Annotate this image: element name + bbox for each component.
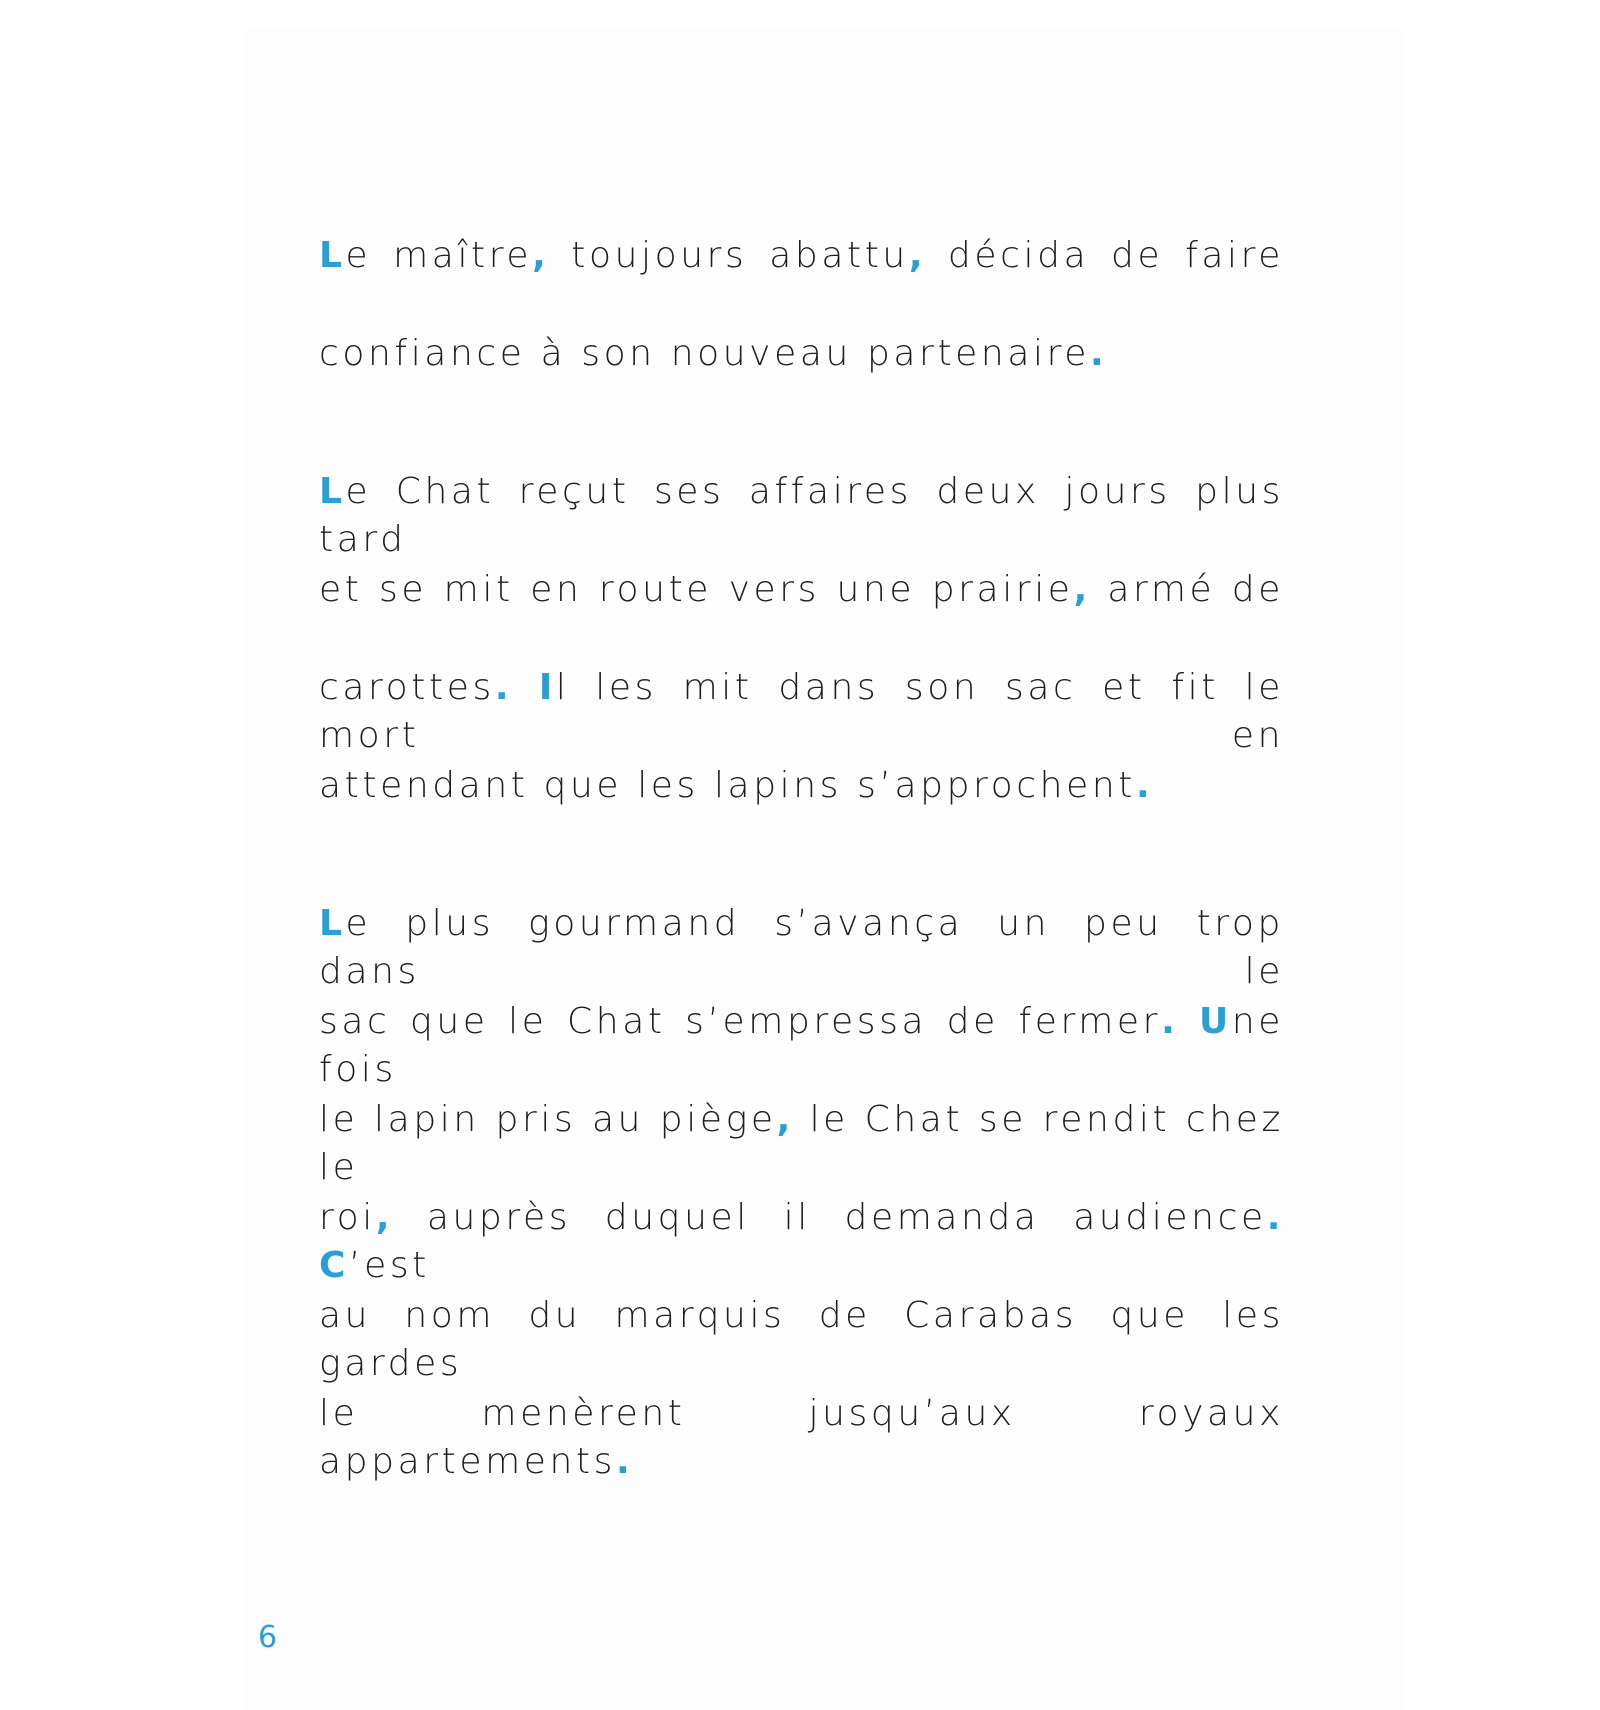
text-segment: toujours abattu xyxy=(549,235,909,276)
accent-letter: L xyxy=(319,903,346,944)
text-line xyxy=(319,1292,1284,1390)
accent-letter: , xyxy=(1073,569,1091,610)
accent-letter: . I xyxy=(494,667,556,708)
text-line xyxy=(319,566,1284,664)
text-line xyxy=(319,1096,1284,1194)
text-line xyxy=(319,664,1284,762)
text-segment: et se mit en route vers une prairie xyxy=(319,569,1074,610)
text-segment: e plus gourmand s’avança un peu trop dans le xyxy=(319,903,1284,992)
text-segment: au nom du marquis de Carabas que les gardes xyxy=(319,1295,1284,1384)
text-segment: le Chat se rendit chez le xyxy=(319,1099,1284,1188)
accent-letter: , xyxy=(776,1099,794,1140)
text-segment: roi xyxy=(319,1197,376,1238)
text-line xyxy=(319,1194,1284,1292)
text-segment: attendant que les lapins s’approchent xyxy=(319,765,1136,806)
text-segment: ne fois xyxy=(319,1001,1284,1090)
text-segment: ’est xyxy=(349,1245,430,1286)
text-segment: le lapin pris au piège xyxy=(319,1099,777,1140)
text-segment: armé de xyxy=(1090,569,1284,610)
paragraph xyxy=(319,900,1284,1488)
text-segment: le menèrent jusqu’aux royaux appartements xyxy=(319,1393,1284,1482)
text-line xyxy=(319,998,1284,1096)
text-line xyxy=(319,762,1284,860)
text-line xyxy=(319,900,1284,998)
accent-letter: . xyxy=(1089,333,1108,374)
accent-letter: . C xyxy=(319,1197,1284,1286)
text-segment: l les mit dans son sac et fit le mort en xyxy=(319,667,1284,756)
text-segment: confiance à son nouveau partenaire xyxy=(319,333,1090,374)
text-segment: sac que le Chat s’empressa de fermer xyxy=(319,1001,1162,1042)
accent-letter: . U xyxy=(1161,1001,1232,1042)
paragraph xyxy=(319,232,1284,428)
text-segment: décida de faire xyxy=(926,235,1284,276)
accent-letter: , xyxy=(532,235,550,276)
accent-letter: , xyxy=(375,1197,394,1238)
text-line xyxy=(319,1390,1284,1488)
text-segment: carottes xyxy=(319,667,495,708)
text-line xyxy=(319,232,1284,330)
paragraph-gap xyxy=(319,428,1284,468)
text-line xyxy=(319,330,1284,428)
text-segment: auprès duquel il demanda audience xyxy=(393,1197,1267,1238)
accent-letter: L xyxy=(319,235,346,276)
page-number: 6 xyxy=(258,1620,278,1655)
story-text xyxy=(319,232,1284,1488)
accent-letter: . xyxy=(616,1441,634,1482)
accent-letter: L xyxy=(319,471,346,512)
text-segment: e Chat reçut ses affaires deux jours plus tard xyxy=(319,471,1284,560)
paragraph xyxy=(319,468,1284,860)
text-line xyxy=(319,468,1284,566)
paragraph-gap xyxy=(319,860,1284,900)
accent-letter: , xyxy=(908,235,927,276)
text-segment: e maître xyxy=(345,235,533,276)
accent-letter: . xyxy=(1135,765,1154,806)
